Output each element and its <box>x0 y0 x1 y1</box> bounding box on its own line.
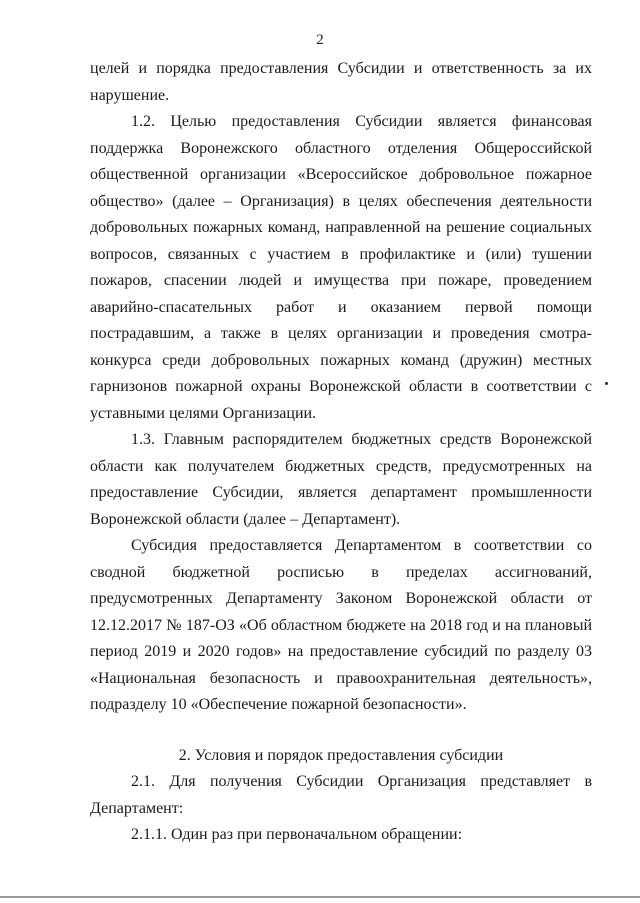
scan-edge-rule <box>0 896 640 898</box>
paragraph-1-2: 1.2. Целью предоставления Субсидии является финансовая поддержка Воронежского областного отделения Общероссийской общественной организации «Всероссийское добровольное пожарное общество» (далее – Организация) в целях обеспечения деятельности добровольных пожарных команд, направленной на решение социальных вопросов, связанных с участием в профилактике и (или) тушении пожаров, спасении людей и имущества при пожаре, проведением аварийно-спасательных работ и оказанием первой помощи пострадавшим, а также в целях организации и проведения смотра-конкурса среди добровольных пожарных команд (дружин) местных гарнизонов пожарной охраны Воронежской области в соответствии с уставными целями Организации. <box>90 113 592 422</box>
page-number: 2 <box>316 32 324 48</box>
paragraph-2-1: 2.1. Для получения Субсидии Организация представляет в Департамент: <box>90 773 592 817</box>
paragraph-continuation: целей и порядка предоставления Субсидии и ответственность за их нарушение. <box>90 60 592 104</box>
paragraph-1-3: 1.3. Главным распорядителем бюджетных средств Воронежской области как получателем бюджетных средств, предусмотренных на предоставление Субсидии, является департамент промышленности Воронежской области (далее – Департамент). <box>90 431 592 528</box>
paragraph-subsidy: Субсидия предоставляется Департаментом в соответствии со сводной бюджетной росписью в пределах ассигнований, предусмотренных Департаменту Законом Воронежской области от 12.12.2017 № 187-ОЗ «Об областном бюджете на 2018 год и на плановый период 2019 и 2020 годов» на предоставление субсидий по разделу 03 «Национальная безопасность и правоохранительная деятельность», подразделу 10 «Обеспечение пожарной безопасности». <box>90 537 592 713</box>
scan-speck <box>605 382 608 385</box>
section-spacer <box>90 719 592 743</box>
paragraph-2-1-1: 2.1.1. Один раз при первоначальном обращении: <box>131 826 463 843</box>
document-body <box>90 56 592 849</box>
section-heading: 2. Условия и порядок предоставления субсидии <box>178 746 504 764</box>
